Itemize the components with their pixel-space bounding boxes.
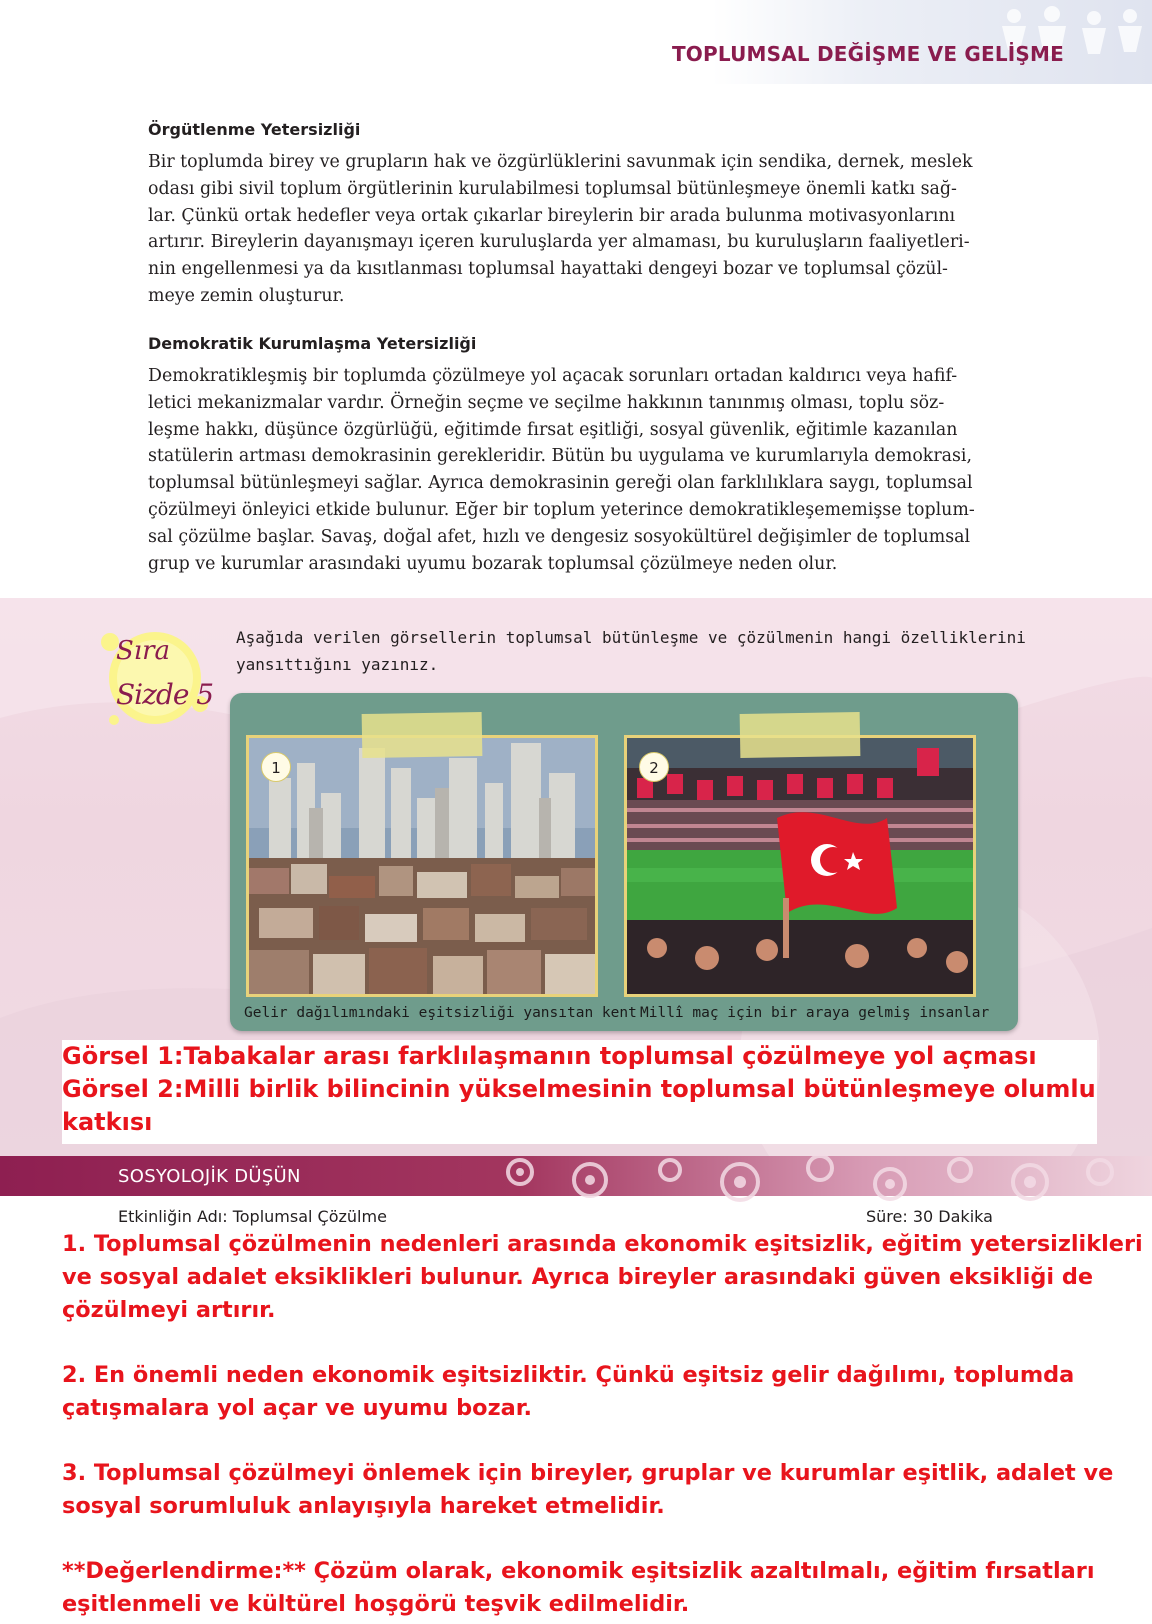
stadium-crowd-photo [624,735,976,997]
answer-box-1 [62,1040,1097,1144]
sosyolojik-dusun-title: SOSYOLOJİK DÜŞÜN [118,1166,301,1187]
duration-label: Süre: [866,1207,908,1226]
page-header-title: TOPLUMSAL DEĞİŞME VE GELİŞME [671,42,1064,66]
paragraph-line: meye zemin oluşturur. [148,285,345,306]
section-orgutlenme [148,120,1018,310]
activity-name: Toplumsal Çözülme [232,1207,387,1226]
instruction-line: Aşağıda verilen görsellerin toplumsal bütünleşme ve çözülmenin hangi özelliklerini [236,628,1026,647]
paragraph-line: grup ve kurumlar arasındaki uyumu bozarak toplumsal çözülmeye neden olur. [148,553,838,574]
section-demokratik [148,334,1018,577]
paragraph-line: letici mekanizmalar vardır. Örneğin seçme ve seçilme hakkının tanınmış olması, toplu söz- [148,392,945,413]
paragraph-line: statülerin artması demokrasinin gerekleridir. Bütün bu uygulama ve kurumlarıyla demokrasi, [148,446,973,467]
paragraph-line: leşme hakkı, düşünce özgürlüğü, eğitimde fırsat eşitliği, sosyal güvenlik, eğitimle kazanılan [148,419,958,440]
tape-decoration [362,712,483,758]
paragraph-line: Demokratikleşmiş bir toplumda çözülmeye yol açacak sorunları ortadan kaldırıcı veya hafif- [148,366,958,386]
answer-line: 3. Toplumsal çözülmeyi önlemek için bireyler, gruplar ve kurumlar eşitlik, adalet ve [62,1460,1114,1486]
city-slum-photo [246,735,598,997]
answer-line: çatışmalara yol açar ve uyumu bozar. [62,1395,533,1421]
answer-line: ve sosyal adalet eksiklikleri bulunur. Ayrıca bireyler arasındaki güven eksikliği de [62,1264,1094,1290]
answer-line: Görsel 2:Milli birlik bilincinin yükselmesinin toplumsal bütünleşmeye olumlu [62,1075,1096,1103]
paragraph-line: artırır. Bireylerin dayanışmayı içeren kuruluşlarda yer almaması, bu kuruluşların faaliyetleri- [148,232,970,253]
answer-line: çözülmeyi artırır. [62,1297,276,1323]
answer-line: katkısı [62,1108,153,1136]
photo-number-badge: 1 [261,752,291,782]
answer-line: 2. En önemli neden ekonomik eşitsizliktir. Çünkü eşitsiz gelir dağılımı, toplumda [62,1362,1075,1388]
paragraph-line: çözülmeyi önleyici etkide bulunur. Eğer bir toplum yeterince demokratikleşememişse toplum- [148,499,975,520]
activity-label: Etkinliğin Adı: [118,1207,228,1226]
answer-line: sosyal sorumluluk anlayışıyla hareket etmelidir. [62,1493,665,1519]
photo-number-badge: 2 [639,752,669,782]
section-heading: Örgütlenme Yetersizliği [148,120,361,139]
photo-panel [230,693,1018,1031]
photo-caption: Millî maç için bir araya gelmiş insanlar [640,1005,990,1021]
photo-caption: Gelir dağılımındaki eşitsizliği yansıtan kent [244,1005,637,1021]
task-instruction [236,624,1026,678]
activity-name-row [118,1207,387,1226]
activity-duration-row [866,1207,993,1226]
paragraph-line: nin engellenmesi ya da kısıtlanması toplumsal hayattaki dengeyi bozar ve toplumsal çözül- [148,259,948,280]
paragraph-line: toplumsal bütünleşmeyi sağlar. Ayrıca demokrasinin gereği olan farklılıklara saygı, toplumsal [148,473,973,494]
answer-box-2 [62,1228,1143,1624]
answer-line: Görsel 1:Tabakalar arası farklılaşmanın toplumsal çözülmeye yol açması [62,1042,1037,1070]
answer-line: **Değerlendirme:** Çözüm olarak, ekonomik eşitsizlik azaltılmalı, eğitim fırsatları [62,1558,1095,1584]
paragraph-line: lar. Çünkü ortak hedefler veya ortak çıkarlar bireylerin bir arada bulunma motivasyonlarını [148,205,956,226]
instruction-line: yansıttığını yazınız. [236,655,439,674]
answer-line: 1. Toplumsal çözülmenin nedenleri arasında ekonomik eşitsizlik, eğitim yetersizlikleri [62,1231,1143,1257]
paragraph-line: sal çözülme başlar. Savaş, doğal afet, hızlı ve dengesiz sosyokültürel değişimler de toplumsal [148,526,971,547]
section-heading: Demokratik Kurumlaşma Yetersizliği [148,334,477,353]
paragraph-line: Bir toplumda birey ve grupların hak ve özgürlüklerini savunmak için sendika, dernek, meslek [148,152,973,172]
sira-sizde-label-2: Sizde 5 [116,678,214,711]
sira-sizde-label-1: Sıra [116,636,171,666]
tape-decoration [740,712,861,758]
gears-icon [480,1150,1152,1210]
paragraph-line: odası gibi sivil toplum örgütlerinin kurulabilmesi toplumsal bütünleşmeye önemli katkı sağ- [148,178,957,199]
answer-line: eşitlenmeli ve kültürel hoşgörü teşvik edilmelidir. [62,1591,690,1617]
duration-value: 30 Dakika [912,1207,993,1226]
